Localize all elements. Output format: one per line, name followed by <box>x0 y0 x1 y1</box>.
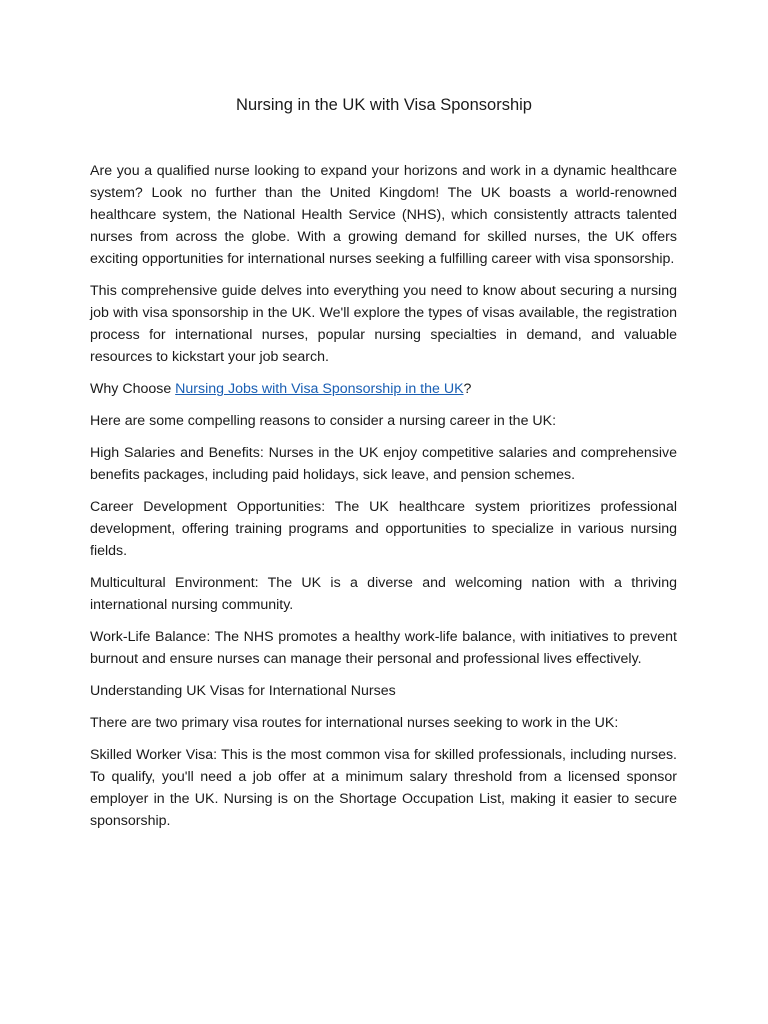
reason-career-development: Career Development Opportunities: The UK healthcare system prioritizes professional development, offering training programs and opportunities to specialize in various nursing fields. <box>90 499 677 559</box>
why-choose-suffix: ? <box>463 381 472 397</box>
document-title: Nursing in the UK with Visa Sponsorship <box>236 96 532 114</box>
nursing-jobs-link[interactable]: Nursing Jobs with Visa Sponsorship in the UK <box>175 381 464 397</box>
visas-heading: Understanding UK Visas for International Nurses <box>90 683 396 699</box>
intro-paragraph: Are you a qualified nurse looking to expand your horizons and work in a dynamic healthcare system? Look no further than the United Kingdom! The UK boasts a world-renowned healthcare system, the National Health Service (NHS), which consistently attracts talented nurses from across the globe. With a growing demand for skilled nurses, the UK offers exciting opportunities for international nurses seeking a fulfilling career with visa sponsorship. <box>90 163 677 267</box>
reasons-intro: Here are some compelling reasons to consider a nursing career in the UK: <box>90 413 557 429</box>
reason-multicultural: Multicultural Environment: The UK is a diverse and welcoming nation with a thriving international nursing community. <box>90 575 677 613</box>
why-choose-paragraph <box>90 378 677 400</box>
visas-intro: There are two primary visa routes for international nurses seeking to work in the UK: <box>90 715 619 731</box>
reason-work-life-balance: Work-Life Balance: The NHS promotes a healthy work-life balance, with initiatives to prevent burnout and ensure nurses can manage their personal and professional lives effectively. <box>90 629 677 667</box>
skilled-worker-paragraph: Skilled Worker Visa: This is the most common visa for skilled professionals, including nurses. To qualify, you'll need a job offer at a minimum salary threshold from a licensed sponsor employer in the UK. Nursing is on the Shortage Occupation List, making it easier to secure sponsorship. <box>90 747 677 829</box>
document-body <box>90 160 677 842</box>
reason-salaries: High Salaries and Benefits: Nurses in the UK enjoy competitive salaries and comprehensive benefits packages, including paid holidays, sick leave, and pension schemes. <box>90 445 677 483</box>
guide-paragraph: This comprehensive guide delves into everything you need to know about securing a nursing job with visa sponsorship in the UK. We'll explore the types of visas available, the registration process for international nurses, popular nursing specialties in demand, and valuable resources to kickstart your job search. <box>90 283 677 365</box>
why-choose-prefix: Why Choose <box>90 381 176 397</box>
